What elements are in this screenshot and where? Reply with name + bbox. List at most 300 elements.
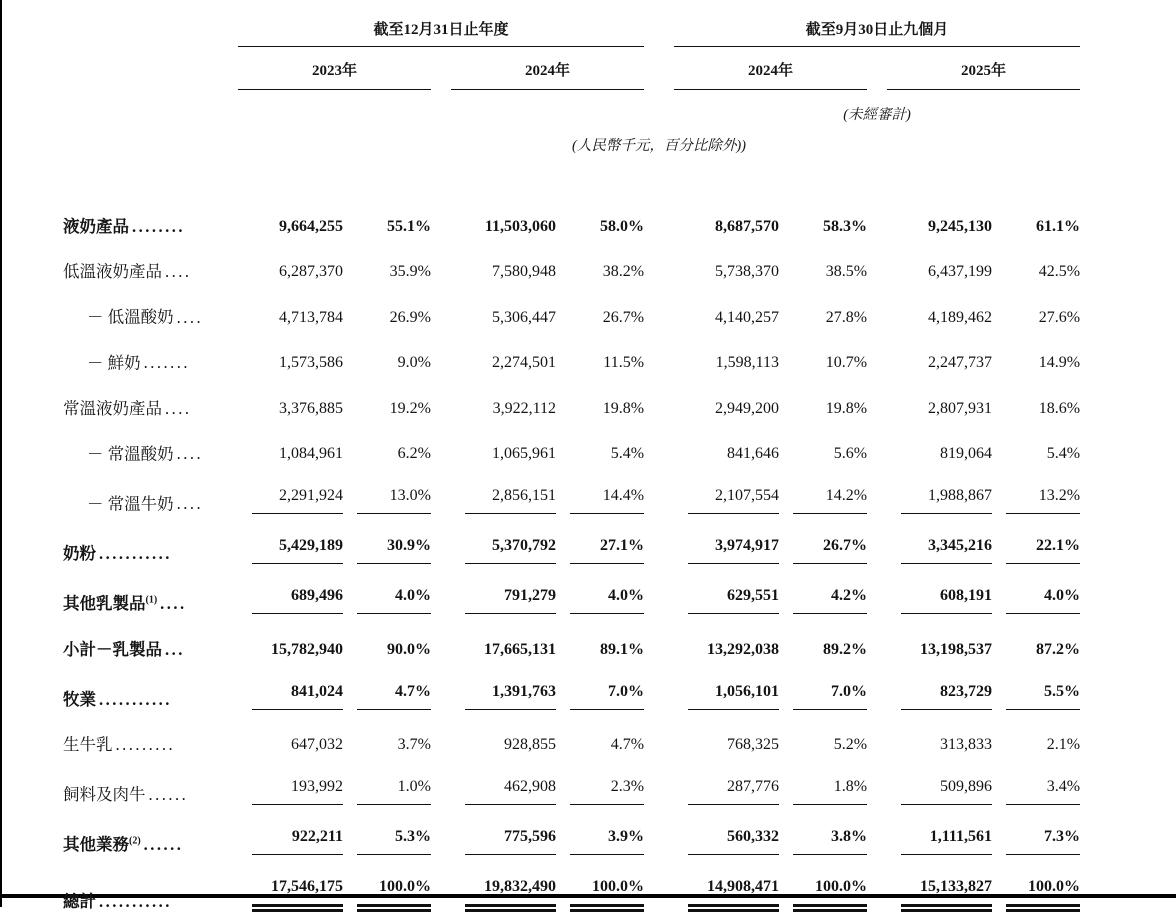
header-body-spacer [63,155,1080,191]
cell-value: 15,133,827 [901,877,992,912]
cell-2024-amount [451,855,556,912]
cell-2024-amount [451,237,556,283]
cell-value: 14.9% [1038,354,1081,371]
cell-2023-amount [238,237,343,283]
cell-2024-amount [451,614,556,660]
cell-2024-amount [451,710,556,756]
cell-9m2024-amount [674,514,779,564]
cell-value: 6,287,370 [279,263,343,280]
cell-9m2025-amount [887,373,992,419]
cell-2023-amount [238,660,343,710]
cell-value: 30.9% [357,536,431,564]
cell-value: 17,665,131 [484,640,556,658]
cell-9m2024-percent [779,514,867,564]
units-note: (人民幣千元，百分比除外)) [572,138,747,154]
cell-2024-percent [556,710,644,756]
row-label-text: 總計 [63,892,96,911]
table-row [63,660,1080,710]
table-row [63,805,1080,855]
cell-9m2024-amount [674,373,779,419]
year-header-row [63,47,1080,90]
row-label-text: － 常溫酸奶 [87,444,174,463]
cell-value: 841,024 [252,682,343,710]
cell-9m2024-percent [779,614,867,660]
cell-value: 4,140,257 [715,308,780,326]
cell-9m2024-percent [779,237,867,283]
cell-value: 5.2% [833,736,868,753]
row-label-dots: ....... [143,353,190,372]
cell-2023-percent [343,328,431,374]
cell-2023-percent [343,614,431,660]
cell-value: 3.7% [397,736,431,753]
cell-2023-percent [343,514,431,564]
cell-value: 3,974,917 [688,536,779,564]
cell-value: 14.4% [570,486,644,514]
cell-value: 11,503,060 [484,217,556,235]
cell-9m2025-percent [992,755,1080,805]
cell-2023-percent [343,373,431,419]
cell-2023-amount [238,614,343,660]
cell-value: 17,546,175 [252,877,343,912]
cell-2024-percent [556,564,644,614]
cell-9m2025-percent [992,419,1080,465]
cell-2023-percent [343,710,431,756]
cell-value: 11.5% [603,354,645,371]
row-label-dots: .... [160,594,187,613]
unaudited-note: (未經審計) [843,107,911,123]
cell-9m2024-amount [674,464,779,514]
row-label-dots: ......... [115,735,176,754]
cell-value: 509,896 [901,777,992,805]
cell-value: 5,306,447 [492,308,556,326]
cell-value: 100.0% [1006,877,1080,912]
cell-value: 4.0% [1006,586,1080,614]
cell-2024-percent [556,755,644,805]
row-label-text: 低溫液奶產品 [63,262,162,281]
row-label-text: 其他乳製品 [63,594,146,613]
cell-value: 1,056,101 [688,682,779,710]
table-header [63,6,1080,191]
cell-9m2025-amount [887,855,992,912]
cell-9m2025-amount [887,564,992,614]
cell-9m2025-percent [992,660,1080,710]
cell-value: 8,687,570 [715,217,780,235]
cell-value: 5,738,370 [715,263,780,280]
cell-2023-percent [343,805,431,855]
cell-value: 38.2% [602,263,645,280]
table-body [63,191,1080,912]
cell-value: 4.0% [357,586,431,614]
cell-9m2025-amount [887,710,992,756]
row-label-text: － 鮮奶 [87,353,141,372]
cell-9m2024-percent [779,805,867,855]
row-label-text: 飼料及肉牛 [63,785,146,804]
table-row [63,514,1080,564]
cell-9m2024-amount [674,660,779,710]
cell-value: 18.6% [1038,399,1081,417]
cell-9m2025-percent [992,855,1080,912]
cell-9m2024-amount [674,328,779,374]
cell-9m2024-percent [779,564,867,614]
cell-2023-amount [238,373,343,419]
cell-value: 4,189,462 [928,308,993,326]
row-label-text: 小計－乳製品 [63,639,162,659]
cell-value: 287,776 [688,777,779,805]
cell-2024-amount [451,419,556,465]
cell-9m2024-percent [779,282,867,328]
year-header-2024: 2024年 [451,47,644,90]
row-label-dots: .... [165,398,192,418]
table-row [63,464,1080,514]
cell-2024-percent [556,805,644,855]
cell-value: 42.5% [1038,263,1081,280]
period-group-annual: 截至12月31日止年度 [238,6,644,47]
cell-value: 1,391,763 [465,682,556,710]
cell-value: 4.7% [610,736,645,753]
cell-2024-amount [451,373,556,419]
table-row [63,373,1080,419]
cell-2023-amount [238,514,343,564]
cell-9m2024-amount [674,282,779,328]
row-label-dots: ........... [99,689,172,709]
cell-9m2025-amount [887,282,992,328]
table-row [63,564,1080,614]
cell-9m2025-percent [992,710,1080,756]
cell-2023-percent [343,755,431,805]
cell-9m2024-amount [674,237,779,283]
cell-9m2025-percent [992,191,1080,237]
row-label [63,373,238,419]
cell-value: 647,032 [291,736,343,753]
cell-value: 2,274,501 [492,354,556,371]
cell-9m2025-percent [992,237,1080,283]
cell-value: 791,279 [465,586,556,614]
row-label-dots: ...... [143,835,184,854]
cell-value: 689,496 [252,586,343,614]
cell-2024-percent [556,282,644,328]
cell-value: 9,245,130 [928,217,993,235]
cell-value: 1,065,961 [492,445,556,462]
cell-value: 5.3% [357,827,431,855]
cell-value: 3,376,885 [279,399,343,417]
cell-2024-amount [451,282,556,328]
cell-value: 560,332 [688,827,779,855]
row-label-text: 常溫液奶產品 [63,398,162,418]
cell-value: 608,191 [901,586,992,614]
cell-value: 2.3% [570,777,644,805]
cell-9m2025-percent [992,328,1080,374]
cell-9m2024-percent [779,419,867,465]
row-label-dots: ... [165,639,185,659]
cell-9m2025-percent [992,514,1080,564]
cell-2023-percent [343,282,431,328]
cell-9m2024-amount [674,805,779,855]
cell-9m2024-percent [779,328,867,374]
cell-value: 3,345,216 [901,536,992,564]
row-label-dots: .... [176,307,204,327]
cell-value: 7.0% [793,682,867,710]
cell-value: 4,713,784 [279,308,343,326]
cell-value: 2,949,200 [715,399,780,417]
cell-value: 58.3% [823,217,868,235]
cell-2023-amount [238,710,343,756]
cell-9m2025-amount [887,419,992,465]
cell-value: 7.0% [570,682,644,710]
cell-value: 14,908,471 [688,877,779,912]
row-label-dots: .... [165,262,192,281]
cell-2023-percent [343,855,431,912]
cell-value: 928,855 [504,736,556,753]
cell-2024-percent [556,237,644,283]
cell-2023-percent [343,660,431,710]
row-label-text: 生牛乳 [63,735,113,754]
cell-9m2025-amount [887,614,992,660]
units-note-row [63,124,1080,155]
row-label-dots: ........... [99,544,172,563]
period-group-row [63,6,1080,47]
row-label [63,660,238,710]
cell-2023-amount [238,805,343,855]
cell-value: 15,782,940 [271,640,343,658]
row-label-sup: (1) [145,594,158,606]
cell-9m2025-percent [992,373,1080,419]
cell-value: 2,856,151 [465,486,556,514]
cell-2023-percent [343,464,431,514]
cell-value: 61.1% [1036,217,1081,235]
table-row [63,614,1080,660]
row-label [63,710,238,756]
cell-value: 55.1% [387,217,431,235]
row-label [63,419,238,465]
cell-value: 4.7% [357,682,431,710]
row-label-dots: .... [176,494,204,513]
cell-9m2024-amount [674,710,779,756]
cell-value: 6.2% [397,445,431,462]
cell-value: 13.0% [357,486,431,514]
row-label-text: － 低溫酸奶 [87,307,174,327]
cell-value: 100.0% [570,877,644,912]
cell-9m2024-percent [779,855,867,912]
cell-value: 1,084,961 [279,445,343,462]
cell-2024-percent [556,514,644,564]
cell-value: 10.7% [825,354,868,371]
cell-9m2025-percent [992,464,1080,514]
row-label-dots: ...... [148,785,189,804]
cell-value: 462,908 [465,777,556,805]
cell-value: 4.0% [570,586,644,614]
cell-9m2024-amount [674,564,779,614]
table-row [63,419,1080,465]
year-header-9m-2025: 2025年 [887,47,1080,90]
cell-value: 2,247,737 [928,354,993,371]
cell-value: 2,291,924 [252,486,343,514]
cell-2023-percent [343,237,431,283]
cell-9m2024-percent [779,710,867,756]
cell-value: 1,988,867 [901,486,992,514]
row-label [63,191,238,237]
table-row [63,282,1080,328]
cell-9m2024-amount [674,614,779,660]
cell-value: 89.1% [600,640,645,658]
cell-2023-amount [238,464,343,514]
cell-value: 1.8% [793,777,867,805]
table-row [63,710,1080,756]
cell-value: 100.0% [357,877,431,912]
year-header-9m-2024: 2024年 [674,47,867,90]
cell-2023-amount [238,755,343,805]
cell-value: 5,370,792 [465,536,556,564]
cell-2024-amount [451,755,556,805]
row-label-text: 奶粉 [63,544,96,563]
cell-2023-amount [238,419,343,465]
row-label-dots: ........... [99,892,172,911]
cell-value: 1.0% [357,777,431,805]
revenue-breakdown-table [63,6,1080,912]
row-label-text: － 常溫牛奶 [87,494,174,513]
row-label [63,328,238,374]
cell-2023-percent [343,191,431,237]
row-label [63,464,238,514]
cell-value: 1,573,586 [279,354,343,371]
period-group-nine-months: 截至9月30日止九個月 [674,6,1080,47]
cell-9m2025-amount [887,660,992,710]
cell-value: 19,832,490 [465,877,556,912]
cell-value: 5,429,189 [252,536,343,564]
cell-2024-percent [556,191,644,237]
cell-value: 19.8% [825,399,868,417]
cell-2024-amount [451,191,556,237]
cell-9m2024-percent [779,464,867,514]
row-label [63,282,238,328]
cell-2024-percent [556,419,644,465]
cell-value: 27.8% [825,308,868,326]
cell-9m2025-percent [992,805,1080,855]
cell-9m2025-percent [992,282,1080,328]
cell-9m2024-percent [779,755,867,805]
cell-value: 89.2% [823,640,868,658]
cell-value: 4.2% [793,586,867,614]
row-label [63,805,238,855]
cell-9m2025-amount [887,237,992,283]
cell-value: 19.2% [389,399,431,417]
cell-value: 26.7% [602,308,645,326]
row-label-dots: ........ [132,216,185,236]
cell-value: 5.6% [833,445,868,462]
cell-value: 5.5% [1006,682,1080,710]
cell-2024-percent [556,614,644,660]
row-label-text: 其他業務 [63,835,129,854]
table-row [63,237,1080,283]
row-label-sup: (2) [129,835,141,847]
cell-9m2025-amount [887,514,992,564]
row-label-text: 液奶產品 [63,216,129,236]
cell-2024-amount [451,464,556,514]
cell-value: 313,833 [940,736,993,753]
cell-2023-amount [238,855,343,912]
cell-value: 5.4% [610,445,645,462]
cell-2023-amount [238,191,343,237]
row-label [63,755,238,805]
table-row [63,855,1080,912]
cell-9m2024-amount [674,419,779,465]
cell-value: 768,325 [727,736,780,753]
cell-value: 1,598,113 [715,354,780,371]
cell-2024-amount [451,328,556,374]
cell-value: 6,437,199 [928,263,993,280]
cell-value: 100.0% [793,877,867,912]
cell-value: 13,198,537 [920,640,993,658]
cell-9m2025-amount [887,191,992,237]
cell-value: 13,292,038 [707,640,780,658]
cell-value: 193,992 [252,777,343,805]
cell-2024-percent [556,464,644,514]
cell-value: 823,729 [901,682,992,710]
table-row [63,755,1080,805]
cell-value: 26.9% [389,308,431,326]
cell-value: 3,922,112 [492,399,556,417]
row-label [63,564,238,614]
cell-value: 19.8% [602,399,645,417]
cell-value: 1,111,561 [901,827,992,855]
cell-9m2025-amount [887,805,992,855]
cell-9m2024-percent [779,660,867,710]
table-row [63,191,1080,237]
cell-2023-amount [238,282,343,328]
cell-9m2024-percent [779,373,867,419]
cell-2024-percent [556,855,644,912]
cell-9m2025-amount [887,464,992,514]
cell-value: 7.3% [1006,827,1080,855]
cell-value: 841,646 [727,445,780,462]
cell-2023-amount [238,328,343,374]
cell-value: 13.2% [1006,486,1080,514]
cell-value: 2,107,554 [688,486,779,514]
cell-value: 26.7% [793,536,867,564]
cell-9m2025-amount [887,755,992,805]
cell-2024-percent [556,373,644,419]
cell-9m2025-percent [992,564,1080,614]
cell-value: 3.9% [570,827,644,855]
cell-value: 9,664,255 [279,217,343,235]
cell-value: 922,211 [252,827,343,855]
cell-2024-amount [451,564,556,614]
cell-2023-percent [343,564,431,614]
cell-2024-amount [451,514,556,564]
cell-value: 27.1% [570,536,644,564]
cell-2024-amount [451,805,556,855]
cell-value: 629,551 [688,586,779,614]
cell-value: 58.0% [600,217,645,235]
cell-9m2024-amount [674,755,779,805]
cell-value: 775,596 [465,827,556,855]
row-label-text: 牧業 [63,689,96,709]
cell-value: 9.0% [397,354,431,371]
row-label [63,855,238,912]
cell-9m2025-percent [992,614,1080,660]
cell-9m2024-percent [779,191,867,237]
cell-value: 38.5% [825,263,868,280]
cell-2023-percent [343,419,431,465]
cell-value: 819,064 [940,445,993,462]
page-left-edge-line [0,0,2,907]
cell-value: 14.2% [793,486,867,514]
cell-value: 27.6% [1038,308,1081,326]
cell-2024-percent [556,660,644,710]
year-header-2023: 2023年 [238,47,431,90]
row-label [63,237,238,283]
cell-2024-percent [556,328,644,374]
cell-value: 7,580,948 [492,263,556,280]
